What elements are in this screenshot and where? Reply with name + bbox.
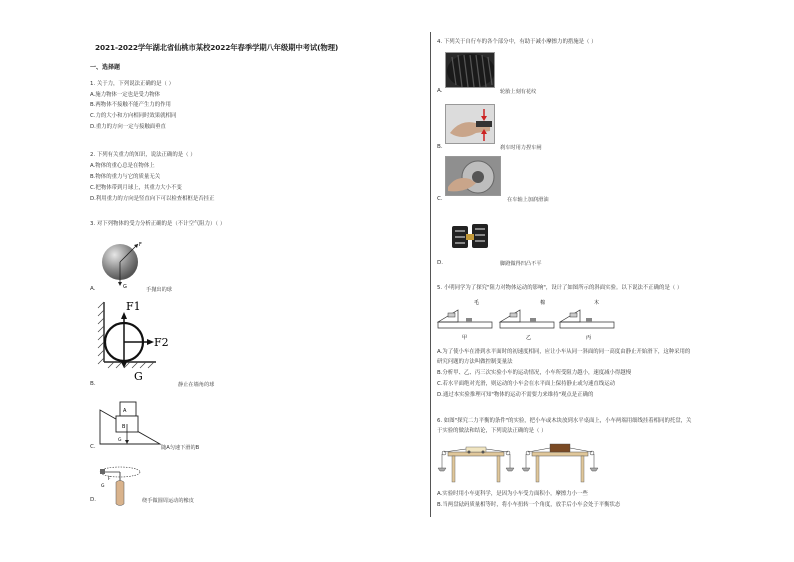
q5-stem: 5. 小明同学为了探究"阻力对物体运动的影响"，设计了如图所示的斜面实验。以下说法不正确的是（ ）	[437, 285, 683, 291]
column-divider	[430, 32, 431, 517]
q5-label-1: 甲	[462, 335, 468, 341]
q5-surface-1: 毛	[474, 300, 480, 306]
q4-option-d-caption: 脚蹬做得凹凸不平	[500, 261, 542, 267]
q5-incline-figure	[436, 296, 626, 344]
q1-option-b[interactable]: B.两物体不接触不能产生力的作用	[90, 102, 171, 108]
q1-option-c[interactable]: C.力的大小和方向相同时效果就相同	[90, 113, 177, 119]
q3d-f-label: F	[108, 477, 111, 482]
q6-balance-figure	[436, 442, 606, 488]
q1-stem: 1. 关于力，下列说法正确的是（ ）	[90, 81, 175, 87]
q4-option-c-caption: 在车轴上加润滑油	[507, 197, 549, 203]
q3-option-a-caption: 手抛出的球	[146, 287, 172, 293]
q3a-force-label: F	[139, 242, 142, 248]
q5-label-2: 乙	[526, 335, 532, 341]
pedal-image	[448, 220, 492, 254]
q5-surface-3: 木	[594, 300, 600, 306]
q6-stem-line2: 于实验的做法和结论，下列说法正确的是（ ）	[437, 428, 547, 434]
q2-option-b[interactable]: B.物体的重力与它的质量无关	[90, 174, 161, 180]
q4-stem: 4. 下列关于自行车的各个部分中，有助于减小摩擦力的措施是（ ）	[437, 39, 597, 45]
q2-option-c[interactable]: C.把物体带到月球上，其重力大小不变	[90, 185, 182, 191]
q1-option-a[interactable]: A.施力物体一定也是受力物体	[90, 92, 160, 98]
q3-figure-a	[96, 234, 156, 292]
q2-option-a[interactable]: A.物体的重心总是在物体上	[90, 163, 155, 169]
q3c-b-label: B	[122, 424, 126, 430]
q3-option-a-letter[interactable]: A.	[90, 286, 96, 292]
q5-option-b[interactable]: B.分析甲、乙、丙三次实验小车的运动情况，小车所受阻力越小，速度减小得越慢	[437, 370, 632, 376]
q4-option-d-letter[interactable]: D.	[437, 260, 444, 266]
q3b-f2-label: F2	[154, 336, 169, 349]
q3d-g-label: G	[101, 484, 105, 489]
q3b-f1-label: F1	[126, 300, 141, 313]
brake-photo	[445, 104, 495, 144]
q2-option-d[interactable]: D.利用重力的方向是竖直向下可以检查相框是否挂正	[90, 196, 215, 202]
q4-option-a-caption: 轮胎上刻有花纹	[500, 89, 537, 95]
q5-surface-2: 棉	[540, 300, 546, 306]
tire-photo	[445, 52, 495, 88]
q5-option-c[interactable]: C.若水平面绝对光滑，则运动的小车会在水平面上保持静止或匀速直线运动	[437, 381, 615, 387]
q3-option-d-caption: 绕手做圆周运动的橡皮	[142, 498, 194, 504]
q3-option-c-letter[interactable]: C.	[90, 444, 96, 450]
q3c-a-label: A	[123, 408, 127, 414]
q6-stem-line1: 6. 如图"探究二力平衡的条件"的实验，把小车或木块放到水平桌面上，小车两端用细线挂着相同的托盘，关	[437, 418, 692, 424]
q3b-g-label: G	[134, 370, 143, 382]
q3-option-b-letter[interactable]: B.	[90, 381, 96, 387]
q3-option-b-caption: 静止在墙角的球	[178, 382, 215, 388]
q5-option-a-line2: 研究问题的方法叫做控制变量法	[437, 359, 513, 365]
page-title: 2021-2022学年湖北省仙桃市某校2022年春季学期八年级期中考试(物理)	[95, 43, 339, 52]
q3-option-d-letter[interactable]: D.	[90, 497, 97, 503]
q6-option-a[interactable]: A.实验时用小车更科学，是因为小车受力面积小，摩擦力小一些	[437, 491, 588, 497]
q4-option-b-letter[interactable]: B.	[437, 144, 443, 150]
q4-option-a-letter[interactable]: A.	[437, 88, 443, 94]
q3-stem: 3. 对下列物体的受力分析正确的是（不计空气阻力）（ ）	[90, 221, 226, 227]
q3-figure-b	[96, 296, 186, 382]
q2-stem: 2. 下列有关重力的知识，说法正确的是（ ）	[90, 152, 196, 158]
q4-option-c-letter[interactable]: C.	[437, 196, 443, 202]
q4-option-b-caption: 刹车时用力捏车闸	[500, 145, 542, 151]
q3-figure-c	[96, 394, 176, 450]
q3c-g-label: G	[118, 438, 122, 443]
q5-option-d[interactable]: D.通过本实验推理可知"物体的运动不需要力来维持"观点是正确的	[437, 392, 594, 398]
q5-option-a-line1[interactable]: A.为了使小车在滑到水平面时的初速度相同，应让小车从同一斜面的同一高度由静止开始滑下，这种采用的	[437, 349, 691, 355]
section-heading: 一、选择题	[90, 64, 121, 71]
q1-option-d[interactable]: D.重力的方向一定与接触面垂直	[90, 124, 166, 130]
q3-option-c-caption: 随A匀速下滑的B	[161, 445, 200, 451]
q5-label-3: 丙	[586, 335, 592, 341]
axle-photo	[445, 156, 501, 196]
q3a-gravity-label: G	[123, 284, 127, 290]
q6-option-b[interactable]: B.当两盘砝码质量相等时，将小车扭转一个角度，放手后小车会处于平衡状态	[437, 502, 621, 508]
